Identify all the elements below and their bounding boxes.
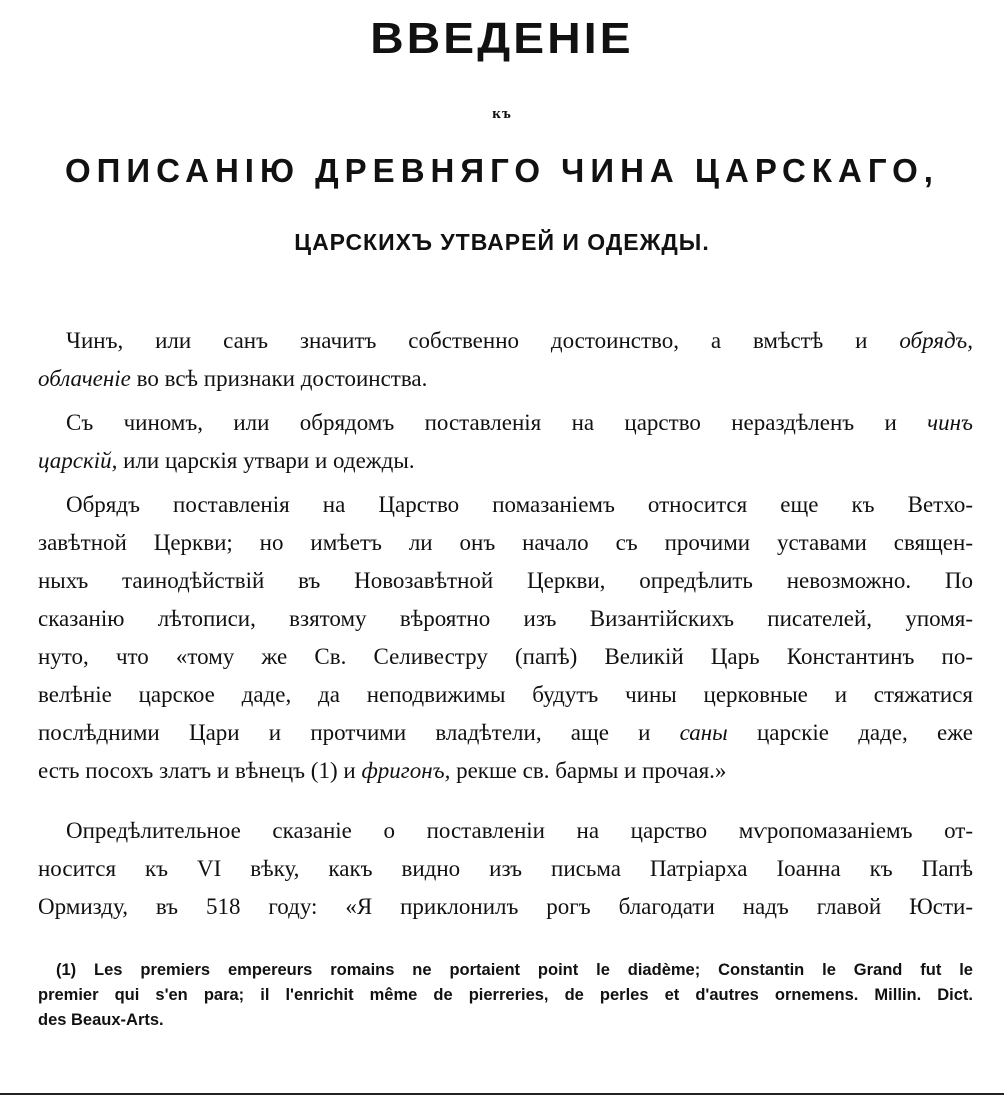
paragraph-line: носится къ VI вѣку, какъ видно изъ письма Патріарха Іоанна къ Папѣ (38, 856, 973, 881)
bottom-rule (0, 1093, 1004, 1095)
italic-term: царскій, (38, 448, 118, 473)
italic-term: обрядъ, (899, 328, 973, 353)
paragraph-line: сказанію лѣтописи, взятому вѣроятно изъ Византійскихъ писателей, упомя- (38, 606, 973, 631)
paragraph-line (66, 322, 973, 360)
paragraph-line: завѣтной Церкви; но имѣетъ ли онъ начало съ прочими уставами священ- (38, 530, 973, 555)
paragraph-line: велѣніе царское даде, да неподвижимы будутъ чины церковные и стяжатися (38, 682, 973, 707)
paragraph-line: нуто, что «тому же Св. Селивестру (папѣ) Великій Царь Константинъ по- (38, 644, 973, 669)
paragraph-line: Ормизду, въ 518 году: «Я приклонилъ рогъ благодати надъ главой Юсти- (38, 894, 973, 919)
paragraph-line: Опредѣлительное сказаніе о поставленіи на царство мѵропомазаніемъ от- (66, 818, 973, 843)
italic-term: фригонъ, (361, 758, 451, 783)
paragraph-line: Обрядъ поставленія на Царство помазаніемъ относится еще къ Ветхо- (66, 492, 973, 517)
text-span: или царскія утвари и одежды. (117, 448, 415, 473)
italic-term: облаченіе (38, 366, 131, 391)
heading-line-1: ОПИСАНІЮ ДРЕВНЯГО ЧИНА ЦАРСКАГО, (65, 152, 939, 189)
text-span: есть посохъ златъ и вѣнецъ (1) и (38, 758, 362, 783)
text-span: царскіе даде, еже (727, 720, 973, 745)
paragraph-line: ныхъ таинодѣйствій въ Новозавѣтной Церкви, опредѣлить невозможно. По (38, 568, 973, 593)
footnote-line: premier qui s'en para; il l'enrichit même de pierreries, de perles et d'autres ornemens. Millin. Dict. (38, 986, 973, 1004)
subtitle-conjunction: къ (492, 106, 512, 122)
italic-term: чинъ (927, 410, 973, 435)
text-span: во всѣ признаки достоинства. (130, 366, 428, 391)
footnote-line: des Beaux-Arts. (38, 1011, 164, 1029)
text-span: Съ чиномъ, или обрядомъ поставленія на царство нераздѣленъ и (66, 410, 928, 435)
text-span: послѣдними Цари и протчими владѣтели, аще и (38, 720, 680, 745)
paragraph-line (66, 404, 973, 442)
text-span: рекше св. бармы и прочая.» (450, 758, 727, 783)
paragraph-line (38, 752, 973, 790)
page-title: ВВЕДЕНІЕ (370, 14, 634, 63)
italic-term: саны (679, 720, 728, 745)
paragraph-line (38, 442, 973, 480)
paragraph-line (38, 714, 973, 752)
footnote-line: (1) Les premiers empereurs romains ne portaient point le diadème; Constantin le Grand fut le (56, 961, 973, 979)
text-span: Чинъ, или санъ значитъ собственно достоинство, а вмѣстѣ и (66, 328, 900, 353)
heading-line-2: ЦАРСКИХЪ УТВАРЕЙ И ОДЕЖДЫ. (294, 229, 710, 255)
paragraph-line (38, 360, 973, 398)
